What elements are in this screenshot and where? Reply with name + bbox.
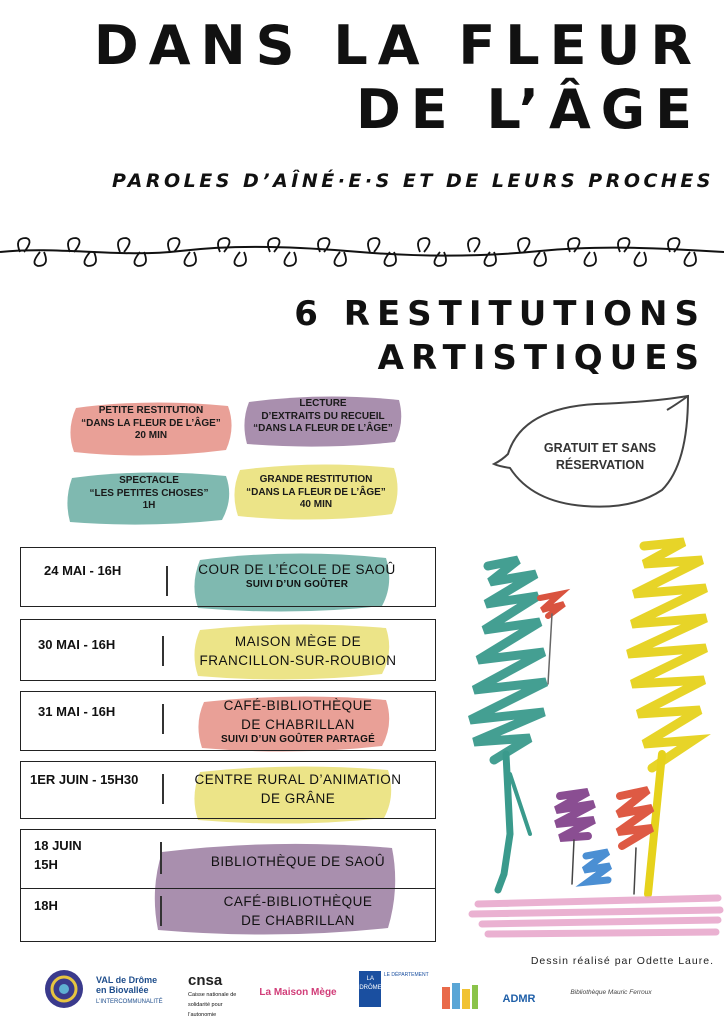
event-date: 18H bbox=[34, 898, 58, 913]
logo-bibliotheque: Bibliothèque Mauric Ferroux bbox=[570, 989, 652, 996]
logo-admr: ADMR bbox=[502, 993, 536, 1005]
event-date: 24 MAI - 16H bbox=[44, 563, 122, 578]
row-divider bbox=[162, 636, 164, 666]
logo-la-drome: LA DRÔME $^{LE DÉPARTEMENT}$ bbox=[356, 971, 432, 1009]
event-place: CAFÉ-BIBLIOTHÈQUE DE CHABRILLAN bbox=[223, 894, 373, 928]
row-divider bbox=[162, 774, 164, 804]
legend-grande-restitution: GRANDE RESTITUTION “DANS LA FLEUR DE L’ÂGE” 40 MIN bbox=[246, 474, 386, 510]
row-divider bbox=[166, 566, 168, 596]
title-line-1: DANS LA FLEUR bbox=[93, 14, 702, 77]
logo-cnsa: cnsa Caisse nationale de solidarité pour l’autonomie bbox=[188, 972, 237, 1018]
event-place: CENTRE RURAL D’ANIMATION DE GRÂNE bbox=[194, 772, 402, 806]
drawing-credit: Dessin réalisé par Odette Laure. bbox=[530, 955, 714, 967]
poster-title bbox=[22, 14, 702, 142]
vine-divider-icon bbox=[0, 228, 724, 278]
event-date: 18 JUIN 15H bbox=[34, 838, 82, 872]
event-date: 30 MAI - 16H bbox=[38, 637, 116, 652]
partner-logos bbox=[0, 965, 724, 1024]
crayon-drawing-illustration bbox=[448, 534, 724, 948]
section-heading bbox=[106, 292, 706, 380]
logo-maison-mege: La Maison Mège bbox=[259, 987, 337, 998]
event-place: MAISON MÈGE DE FRANCILLON-SUR-ROUBION bbox=[199, 634, 397, 668]
event-date: 1ER JUIN - 15H30 bbox=[30, 772, 139, 787]
logo-val-de-drome: VAL de Drôme en Biovallée L’INTERCOMMUNALITÉ bbox=[96, 975, 163, 1005]
title-line-2: DE L’ÂGE bbox=[355, 78, 702, 141]
free-entry-notice: GRATUIT ET SANS RÉSERVATION bbox=[543, 441, 657, 472]
row-divider bbox=[162, 704, 164, 734]
legend-lecture: LECTURE D’EXTRAITS DU RECUEIL “DANS LA FLEUR DE L’ÂGE” bbox=[253, 398, 393, 434]
row-divider bbox=[160, 842, 162, 874]
event-place: COUR DE L’ÉCOLE DE SAOÛ SUIVI D’UN GOÛTER bbox=[198, 562, 396, 590]
event-place: BIBLIOTHÈQUE DE SAOÛ bbox=[210, 854, 386, 869]
heading-line-1: 6 RESTITUTIONS bbox=[294, 294, 706, 334]
poster-subtitle: PAROLES D’AÎNÉ·E·S ET DE LEURS PROCHES bbox=[112, 170, 714, 192]
heading-line-2: ARTISTIQUES bbox=[377, 338, 706, 378]
event-date: 31 MAI - 16H bbox=[38, 704, 116, 719]
legend-petite-restitution: PETITE RESTITUTION “DANS LA FLEUR DE L’ÂGE” 20 MIN bbox=[81, 405, 221, 441]
family-logo-icon bbox=[440, 977, 480, 1013]
seal-logo-icon bbox=[44, 969, 84, 1009]
legend-spectacle: SPECTACLE “LES PETITES CHOSES” 1H bbox=[89, 475, 209, 511]
row-divider bbox=[160, 896, 162, 926]
event-place: CAFÉ-BIBLIOTHÈQUE DE CHABRILLAN SUIVI D’UN GOÛTER PARTAGÉ bbox=[220, 698, 376, 745]
